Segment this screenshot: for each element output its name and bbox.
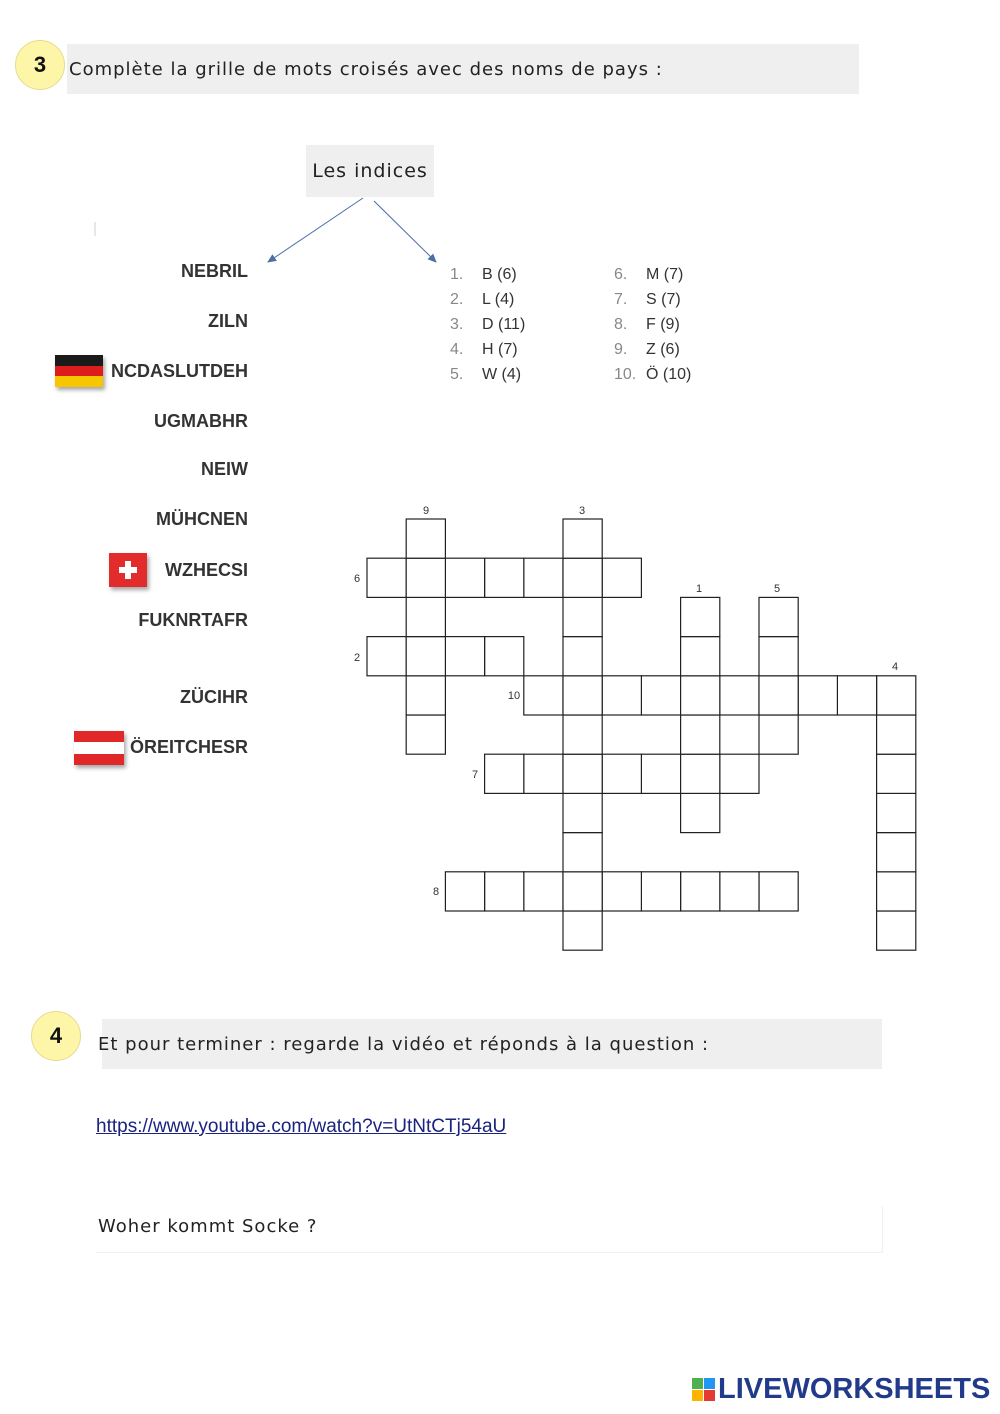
crossword-cell[interactable] [641,754,680,793]
crossword-cell[interactable] [406,676,445,715]
crossword-cell[interactable] [524,676,563,715]
crossword-cell[interactable] [485,637,524,676]
clue-number: 10. [614,365,637,383]
crossword-cell[interactable] [563,715,602,754]
grid-number-3: 3 [578,505,586,517]
crossword-cell[interactable] [445,558,484,597]
section-4-number: 4 [31,1011,81,1061]
crossword-cell[interactable] [681,637,720,676]
crossword-cell[interactable] [563,833,602,872]
crossword-cell[interactable] [681,676,720,715]
clue-text: M (7) [646,265,684,283]
crossword-cell[interactable] [406,715,445,754]
scrambled-word: FUKNRTAFR [138,610,248,630]
question-text: Woher kommt Socke ? [98,1216,318,1237]
crossword-cell[interactable] [406,597,445,636]
grid-number-10: 10 [507,690,521,702]
crossword-cell[interactable] [681,597,720,636]
crossword-cell[interactable] [641,872,680,911]
crossword-cell[interactable] [877,872,916,911]
clue-number: 2. [450,290,464,308]
grid-number-8: 8 [432,886,440,898]
clue-text: B (6) [482,265,517,283]
crossword-cell[interactable] [681,715,720,754]
crossword-cell[interactable] [720,676,759,715]
clue-text: L (4) [482,290,515,308]
liveworksheets-logo [692,1373,990,1406]
crossword-cell[interactable] [877,911,916,950]
hints-label: Les indices [306,145,434,197]
crossword-cell[interactable] [877,833,916,872]
crossword-cell[interactable] [759,597,798,636]
crossword-cell[interactable] [720,754,759,793]
scrambled-word: MÜHCNEN [156,509,248,529]
grid-number-7: 7 [471,769,479,781]
scrambled-word: UGMABHR [154,411,248,431]
crossword-cell[interactable] [406,637,445,676]
clue-number: 8. [614,315,628,333]
clue-number: 3. [450,315,464,333]
crossword-cell[interactable] [563,754,602,793]
crossword-cell[interactable] [367,637,406,676]
crossword-cell[interactable] [602,558,641,597]
clue-text: S (7) [646,290,681,308]
crossword-cell[interactable] [681,793,720,832]
crossword-cell[interactable] [563,519,602,558]
crossword-cell[interactable] [563,911,602,950]
crossword-cell[interactable] [602,676,641,715]
scrambled-word: WZHECSI [165,560,248,580]
scrambled-word: ZÜCIHR [180,687,248,707]
crossword-cell[interactable] [877,715,916,754]
grid-number-4: 4 [891,661,899,673]
clue-number: 7. [614,290,628,308]
clue-text: Z (6) [646,340,680,358]
grid-number-2: 2 [353,652,361,664]
clue-text: D (11) [482,315,526,333]
crossword-cell[interactable] [524,754,563,793]
crossword-cell[interactable] [367,558,406,597]
crossword-cell[interactable] [759,872,798,911]
crossword-cell[interactable] [759,715,798,754]
clue-number: 9. [614,340,628,358]
crossword-cell[interactable] [563,597,602,636]
scrambled-word: ZILN [208,311,248,331]
crossword-cell[interactable] [681,754,720,793]
crossword-cell[interactable] [641,676,680,715]
clue-number: 6. [614,265,628,283]
crossword-cell[interactable] [406,519,445,558]
scrambled-word: NEBRIL [181,261,248,281]
crossword-cell[interactable] [563,637,602,676]
crossword-cell[interactable] [877,676,916,715]
crossword-cell[interactable] [798,676,837,715]
clue-text: Ö (10) [646,365,692,383]
crossword-cell[interactable] [602,872,641,911]
grid-number-1: 1 [695,583,703,595]
crossword-cell[interactable] [524,872,563,911]
crossword-cell[interactable] [602,754,641,793]
crossword-cell[interactable] [406,558,445,597]
crossword-cell[interactable] [485,872,524,911]
clue-number: 1. [450,265,464,283]
crossword-cell[interactable] [877,793,916,832]
crossword-cell[interactable] [681,872,720,911]
youtube-link[interactable]: https://www.youtube.com/watch?v=UtNtCTj54aU [96,1116,507,1137]
scrambled-word: NCDASLUTDEH [111,361,248,381]
clue-text: W (4) [482,365,522,383]
crossword-cell[interactable] [563,872,602,911]
section-4-instruction: Et pour terminer : regarde la vidéo et réponds à la question : [102,1019,882,1069]
crossword-cell[interactable] [563,676,602,715]
crossword-cell[interactable] [720,872,759,911]
crossword-cell[interactable] [759,676,798,715]
clue-number: 5. [450,365,464,383]
crossword-cell[interactable] [877,754,916,793]
logo-mark-icon [692,1378,715,1401]
grid-number-5: 5 [773,583,781,595]
clue-text: F (9) [646,315,680,333]
section-3-number: 3 [15,40,65,90]
crossword-cell[interactable] [445,872,484,911]
grid-number-9: 9 [422,505,430,517]
scrambled-word: ÖREITCHESR [129,737,248,757]
crossword-cell[interactable] [563,793,602,832]
crossword-cell[interactable] [837,676,876,715]
logo-text: LIVEWORKSHEETS [718,1373,991,1405]
crossword-cell[interactable] [524,558,563,597]
crossword-cell[interactable] [485,558,524,597]
crossword-cell[interactable] [485,754,524,793]
clue-text: H (7) [482,340,518,358]
section-3-instruction: Complète la grille de mots croisés avec des noms de pays : [67,44,859,94]
clue-number: 4. [450,340,464,358]
scrambled-word: NEIW [201,459,248,479]
crossword-cell[interactable] [563,558,602,597]
crossword-cell[interactable] [445,637,484,676]
answer-box[interactable] [96,1206,883,1253]
crossword-cell[interactable] [759,637,798,676]
grid-number-6: 6 [353,573,361,585]
